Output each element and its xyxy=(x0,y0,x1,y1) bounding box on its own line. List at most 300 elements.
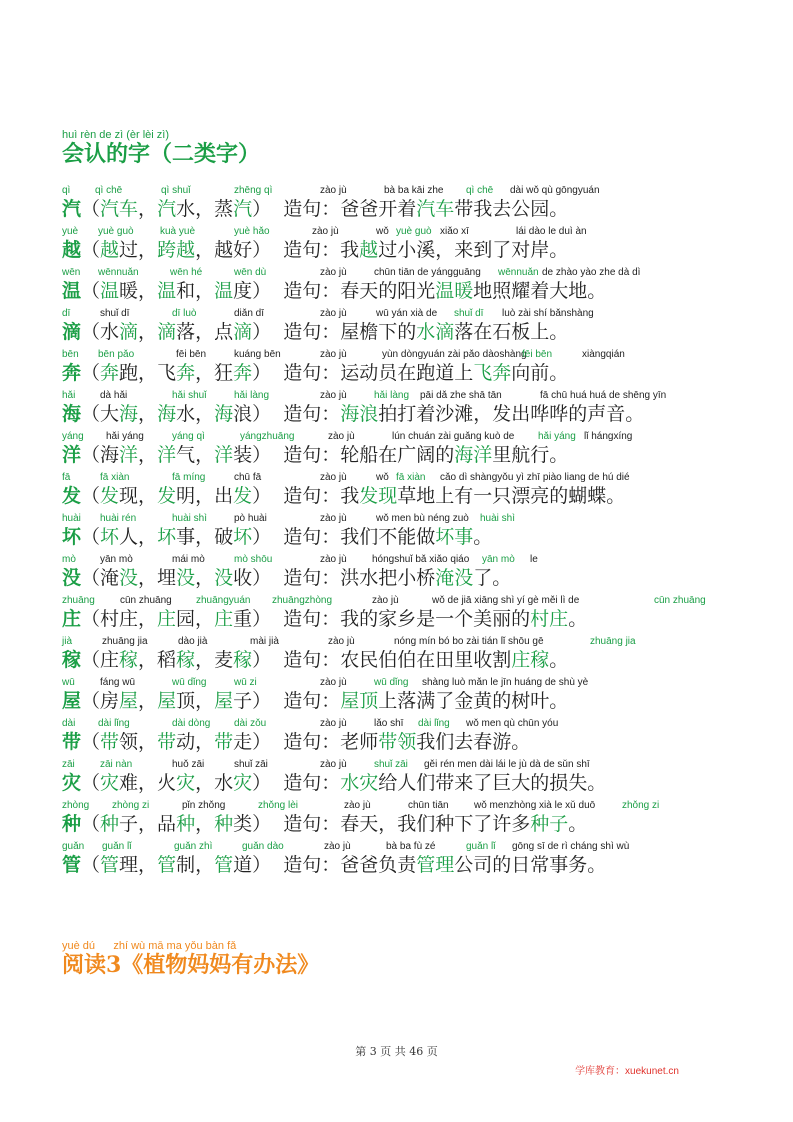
pinyin: zào jù xyxy=(324,841,351,852)
word-row xyxy=(62,800,762,840)
highlight-word: 管 xyxy=(157,854,177,876)
text-segment: 。 xyxy=(568,813,588,835)
word-row xyxy=(62,513,762,553)
highlight-word: 屋 xyxy=(119,690,139,712)
text-segment: ） 造句： xyxy=(252,772,341,794)
pinyin: gōng sī de rì cháng shì wù xyxy=(512,841,630,852)
pinyin: hǎi shuǐ xyxy=(172,390,207,401)
text-segment: 子，品 xyxy=(119,813,177,835)
pinyin: de zhào yào zhe dà dì xyxy=(542,267,641,278)
sentence-line xyxy=(62,484,625,508)
pinyin: zhuāngzhòng xyxy=(272,595,333,606)
pinyin: huài shì xyxy=(480,513,516,524)
text-segment: 领， xyxy=(119,731,158,753)
highlight-word: 水灾 xyxy=(340,772,379,794)
pinyin: zào jù xyxy=(320,349,347,360)
text-segment: 向前。 xyxy=(511,362,569,384)
pinyin: bà ba fù zé xyxy=(386,841,436,852)
text-segment: 和， xyxy=(176,280,215,302)
target-character: 带 xyxy=(62,731,82,753)
pinyin: chūn tiān de yángguāng xyxy=(374,267,481,278)
text-segment: 人， xyxy=(119,526,158,548)
text-segment: 动， xyxy=(176,731,215,753)
highlight-word: 带领 xyxy=(378,731,417,753)
text-segment: 浪） 造句： xyxy=(233,403,341,425)
sentence-line xyxy=(62,238,568,262)
text-segment: 。 xyxy=(549,649,569,671)
sentence-line xyxy=(62,443,568,467)
text-segment: （ xyxy=(81,854,101,876)
text-segment: 暖， xyxy=(119,280,158,302)
text-segment: ， xyxy=(138,403,158,425)
highlight-word: 屋 xyxy=(214,690,234,712)
highlight-word: 坏 xyxy=(157,526,177,548)
text-segment: ， xyxy=(195,813,215,835)
pinyin: lún chuán zài guǎng kuò de xyxy=(392,431,515,442)
text-segment: ） 造句：屋檐下的 xyxy=(252,321,417,343)
text-segment: （ xyxy=(81,239,101,261)
text-segment: ） 造句：我 xyxy=(252,485,360,507)
highlight-word: 海 xyxy=(119,403,139,425)
pinyin: qì shuǐ xyxy=(161,185,191,196)
pinyin: zào jù xyxy=(320,554,347,565)
text-segment: ， xyxy=(138,444,158,466)
text-segment: ，水 xyxy=(195,772,234,794)
page-number: 第 3 页 共 46 页 xyxy=(355,1045,438,1058)
pinyin: qì chē xyxy=(95,185,123,196)
pinyin: guǎn xyxy=(62,841,85,852)
pinyin: zhòng zi xyxy=(112,800,150,811)
word-row xyxy=(62,390,762,430)
pinyin: fā míng xyxy=(172,472,206,483)
text-segment: 草地上有一只漂亮的蝴蝶。 xyxy=(397,485,626,507)
pinyin: wǒ xyxy=(376,226,389,237)
target-character: 奔 xyxy=(62,362,82,384)
pinyin: wēnnuǎn xyxy=(498,267,539,278)
pinyin: yuè xyxy=(62,226,79,237)
highlight-word: 汽车 xyxy=(100,198,139,220)
pinyin: pò huài xyxy=(234,513,267,524)
highlight-word: 没 xyxy=(176,567,196,589)
word-row xyxy=(62,267,762,307)
pinyin: zào jù xyxy=(320,759,347,770)
text-segment: 过， xyxy=(119,239,158,261)
text-segment: ，稻 xyxy=(138,649,177,671)
text-segment: （ xyxy=(81,362,101,384)
word-row xyxy=(62,677,762,717)
pinyin: wǒ men qù chūn yóu xyxy=(466,718,559,729)
sentence-line xyxy=(62,771,606,795)
pinyin: chū fā xyxy=(234,472,262,483)
word-row xyxy=(62,718,762,758)
pinyin: le xyxy=(530,554,538,565)
pinyin: zào jù xyxy=(320,472,347,483)
pinyin: zhǒng zi xyxy=(622,800,660,811)
pinyin: yān mò xyxy=(100,554,133,565)
pinyin: dài zǒu xyxy=(234,718,267,729)
pinyin: fā chū huá huá de shēng yīn xyxy=(540,390,667,401)
word-row xyxy=(62,226,762,266)
pinyin: yáng qì xyxy=(172,431,205,442)
highlight-word: 飞奔 xyxy=(473,362,512,384)
text-segment: （ xyxy=(81,772,101,794)
pinyin: dài xyxy=(62,718,76,729)
highlight-word: 没 xyxy=(119,567,139,589)
sentence-line xyxy=(62,607,587,631)
highlight-word: 管 xyxy=(214,854,234,876)
pinyin: shuǐ zāi xyxy=(374,759,408,770)
text-segment: ，越好） 造句：我 xyxy=(195,239,360,261)
text-segment: ） 造句：爸爸开着 xyxy=(252,198,417,220)
highlight-word: 稼 xyxy=(119,649,139,671)
highlight-word: 没 xyxy=(214,567,234,589)
pinyin: wǒ xyxy=(376,472,389,483)
text-segment: ） 造句：我们不能做 xyxy=(252,526,436,548)
pinyin: shuǐ dī xyxy=(100,308,130,319)
highlight-word: 滴 xyxy=(119,321,139,343)
text-segment: ，狂 xyxy=(195,362,234,384)
highlight-word: 海 xyxy=(214,403,234,425)
word-row xyxy=(62,554,762,594)
sentence-line xyxy=(62,566,511,590)
target-character: 洋 xyxy=(62,444,82,466)
text-segment: 园， xyxy=(176,608,215,630)
sentence-line xyxy=(62,402,644,426)
text-segment: 过小溪，来到了对岸。 xyxy=(378,239,569,261)
sentence-line xyxy=(62,853,606,877)
pinyin: jià xyxy=(62,636,73,647)
text-segment: （ xyxy=(81,731,101,753)
pinyin: yān mò xyxy=(482,554,515,565)
pinyin: zào jù xyxy=(312,226,339,237)
pinyin: zào jù xyxy=(328,431,355,442)
text-segment: 我们去春游。 xyxy=(416,731,531,753)
text-segment: 类） 造句：春天，我们种下了许多 xyxy=(233,813,531,835)
target-character: 发 xyxy=(62,485,82,507)
target-character: 屋 xyxy=(62,690,82,712)
pinyin: mò xyxy=(62,554,76,565)
pinyin: lǎo shī xyxy=(374,718,404,729)
pinyin: zào jù xyxy=(320,185,347,196)
pinyin: kuáng bēn xyxy=(234,349,281,360)
highlight-word: 洋 xyxy=(214,444,234,466)
highlight-word: 带 xyxy=(100,731,120,753)
word-row xyxy=(62,349,762,389)
pinyin: dī xyxy=(62,308,71,319)
pinyin: zhuāng xyxy=(62,595,95,606)
highlight-word: 海 xyxy=(157,403,177,425)
highlight-word: 庄 xyxy=(157,608,177,630)
pinyin: luò zài shí bǎnshàng xyxy=(502,308,594,319)
reading-title-text: 阅读3《植物妈妈有办法》 xyxy=(62,952,320,978)
text-segment: ，麦 xyxy=(195,649,234,671)
pinyin: mò shōu xyxy=(234,554,273,565)
text-segment: ，埋 xyxy=(138,567,177,589)
target-character: 种 xyxy=(62,813,82,835)
pinyin: dài lǐng xyxy=(98,718,130,729)
pinyin: guǎn lǐ xyxy=(102,841,132,852)
pinyin: wǒ menzhòng xià le xǔ duō xyxy=(474,800,596,811)
highlight-word: 海浪 xyxy=(340,403,379,425)
pinyin: fā xiàn xyxy=(100,472,130,483)
sentence-line xyxy=(62,812,587,836)
target-character: 滴 xyxy=(62,321,82,343)
highlight-word: 温暖 xyxy=(435,280,474,302)
text-segment: （大 xyxy=(81,403,120,425)
text-segment: 装） 造句：轮船在广阔的 xyxy=(233,444,455,466)
highlight-word: 种 xyxy=(100,813,120,835)
reading-title-pinyin: yuè dú zhí wù mā ma yǒu bàn fǎ xyxy=(62,940,237,952)
pinyin: yuè hǎo xyxy=(234,226,270,237)
sentence-line xyxy=(62,361,568,385)
text-segment: 顶， xyxy=(176,690,215,712)
target-character: 海 xyxy=(62,403,82,425)
pinyin: dài lǐng xyxy=(418,718,450,729)
pinyin: bēn xyxy=(62,349,79,360)
text-segment: 气， xyxy=(176,444,215,466)
pinyin: zhǒng lèi xyxy=(258,800,299,811)
pinyin: hǎi làng xyxy=(374,390,410,401)
pinyin: chūn tiān xyxy=(408,800,449,811)
highlight-word: 洋 xyxy=(119,444,139,466)
target-character: 庄 xyxy=(62,608,82,630)
pinyin: yuè guò xyxy=(98,226,134,237)
highlight-word: 跨越 xyxy=(157,239,196,261)
text-segment: 里航行。 xyxy=(492,444,569,466)
text-segment: 水， xyxy=(176,403,215,425)
text-segment: （淹 xyxy=(81,567,120,589)
text-segment: 公司的日常事务。 xyxy=(454,854,607,876)
pinyin: zhuāng jia xyxy=(102,636,148,647)
highlight-word: 灾 xyxy=(100,772,120,794)
text-segment: 拍打着沙滩，发出哗哗的声音。 xyxy=(378,403,645,425)
highlight-word: 屋 xyxy=(157,690,177,712)
text-segment: （房 xyxy=(81,690,120,712)
section-title-text: 会认的字（二类字） xyxy=(62,141,261,167)
text-segment: 地照耀着大地。 xyxy=(473,280,607,302)
pinyin: cǎo dì shàngyǒu yì zhī piào liang de hú dié xyxy=(440,472,630,483)
pinyin: zào jù xyxy=(320,677,347,688)
pinyin: cūn zhuāng xyxy=(120,595,172,606)
pinyin: hǎi xyxy=(62,390,76,401)
sentence-line xyxy=(62,320,568,344)
pinyin: shuǐ zāi xyxy=(234,759,268,770)
target-character: 管 xyxy=(62,854,82,876)
pinyin: zāi xyxy=(62,759,75,770)
text-segment: 制， xyxy=(176,854,215,876)
text-segment: （ xyxy=(81,280,101,302)
pinyin: zào jù xyxy=(344,800,371,811)
pinyin: mái mò xyxy=(172,554,205,565)
pinyin: yáng xyxy=(62,431,84,442)
pinyin: bēn pǎo xyxy=(98,349,135,360)
text-segment: 理， xyxy=(119,854,158,876)
text-segment: 度） 造句：春天的阳光 xyxy=(233,280,436,302)
text-segment: （ xyxy=(81,813,101,835)
pinyin: shuǐ dī xyxy=(454,308,484,319)
pinyin: fēi bēn xyxy=(176,349,207,360)
word-row xyxy=(62,759,762,799)
highlight-word: 种 xyxy=(214,813,234,835)
word-row xyxy=(62,185,762,225)
highlight-word: 发 xyxy=(157,485,177,507)
pinyin: wū xyxy=(62,677,75,688)
watermark: 学库教育：xuekunet.cn xyxy=(575,1066,679,1077)
highlight-word: 坏 xyxy=(100,526,120,548)
pinyin: pǐn zhǒng xyxy=(182,800,226,811)
highlight-word: 温 xyxy=(157,280,177,302)
highlight-word: 带 xyxy=(214,731,234,753)
pinyin: bà ba kāi zhe xyxy=(384,185,444,196)
pinyin: fáng wū xyxy=(100,677,136,688)
text-segment: 重） 造句：我的家乡是一个美丽的 xyxy=(233,608,531,630)
text-segment: 现， xyxy=(119,485,158,507)
text-segment: 蒸 xyxy=(214,198,234,220)
pinyin: qì chē xyxy=(466,185,494,196)
pinyin: wū zi xyxy=(234,677,257,688)
highlight-word: 汽 xyxy=(233,198,253,220)
highlight-word: 坏 xyxy=(233,526,253,548)
text-segment: ， xyxy=(138,198,158,220)
pinyin: yùn dòngyuán zài pǎo dàoshàng xyxy=(382,349,527,360)
pinyin: mài jià xyxy=(250,636,279,647)
pinyin: zhòng xyxy=(62,800,90,811)
text-segment: 落，点 xyxy=(176,321,234,343)
text-segment: （庄 xyxy=(81,649,120,671)
highlight-word: 灾 xyxy=(233,772,253,794)
text-segment: 落在石板上。 xyxy=(454,321,569,343)
pinyin: dài wǒ qù gōngyuán xyxy=(510,185,600,196)
pinyin: huǒ zāi xyxy=(172,759,205,770)
highlight-word: 奔 xyxy=(233,362,253,384)
pinyin: guǎn lǐ xyxy=(466,841,496,852)
highlight-word: 越 xyxy=(359,239,379,261)
target-character: 温 xyxy=(62,280,82,302)
pinyin: fā xiàn xyxy=(396,472,426,483)
highlight-word: 汽车 xyxy=(416,198,455,220)
pinyin: lái dào le duì àn xyxy=(516,226,587,237)
pinyin: xiǎo xī xyxy=(440,226,469,237)
pinyin: zào jù xyxy=(372,595,399,606)
highlight-word: 发 xyxy=(233,485,253,507)
text-segment: ） 造句：运动员在跑道上 xyxy=(252,362,474,384)
sentence-line xyxy=(62,689,568,713)
sentence-line xyxy=(62,525,492,549)
highlight-word: 越 xyxy=(100,239,120,261)
pinyin: huài xyxy=(62,513,81,524)
pinyin: hǎi làng xyxy=(234,390,270,401)
highlight-word: 水滴 xyxy=(416,321,455,343)
text-segment: 道） 造句：爸爸负责 xyxy=(233,854,417,876)
pinyin: hǎi yáng xyxy=(106,431,144,442)
word-row xyxy=(62,472,762,512)
pinyin: dài dòng xyxy=(172,718,211,729)
pinyin: wǒ de jiā xiāng shì yí gè měi lì de xyxy=(432,595,580,606)
pinyin: yuè guò xyxy=(396,226,432,237)
pinyin: lǐ hángxíng xyxy=(584,431,633,442)
highlight-word: 种子 xyxy=(530,813,569,835)
pinyin: dà hǎi xyxy=(100,390,128,401)
highlight-word: 奔 xyxy=(100,362,120,384)
pinyin: qì xyxy=(62,185,71,196)
pinyin: huài rén xyxy=(100,513,137,524)
pinyin: hǎi yáng xyxy=(538,431,576,442)
sentence-line xyxy=(62,648,568,672)
pinyin: zào jù xyxy=(328,636,355,647)
text-segment: ， xyxy=(195,567,215,589)
highlight-word: 稼 xyxy=(233,649,253,671)
pinyin: zhēng qì xyxy=(234,185,273,196)
pinyin: zào jù xyxy=(320,308,347,319)
text-segment: ， xyxy=(138,690,158,712)
target-character: 灾 xyxy=(62,772,82,794)
pinyin: xiàngqián xyxy=(582,349,625,360)
highlight-word: 带 xyxy=(157,731,177,753)
section-title-pinyin: huì rèn de zì (èr lèi zì) xyxy=(62,129,169,141)
pinyin: fēi bēn xyxy=(522,349,553,360)
highlight-word: 庄稼 xyxy=(511,649,550,671)
pinyin: shàng luò mǎn le jīn huáng de shù yè xyxy=(422,677,589,688)
pinyin: wēn dù xyxy=(234,267,267,278)
target-character: 稼 xyxy=(62,649,82,671)
highlight-word: 海洋 xyxy=(454,444,493,466)
highlight-word: 洋 xyxy=(157,444,177,466)
pinyin: wū dǐng xyxy=(374,677,409,688)
highlight-word: 管理 xyxy=(416,854,455,876)
text-segment: 水， xyxy=(176,198,215,220)
sentence-line xyxy=(62,730,530,754)
word-row xyxy=(62,431,762,471)
pinyin: gěi rén men dài lái le jù dà de sǔn shī xyxy=(424,759,590,770)
highlight-word: 奔 xyxy=(176,362,196,384)
pinyin: zào jù xyxy=(320,718,347,729)
highlight-word: 稼 xyxy=(176,649,196,671)
text-segment: ） 造句：农民伯伯在田里收割 xyxy=(252,649,512,671)
highlight-word: 温 xyxy=(214,280,234,302)
target-character: 越 xyxy=(62,239,82,261)
pinyin: yángzhuāng xyxy=(240,431,295,442)
pinyin: wǒ men bù néng zuò xyxy=(376,513,469,524)
pinyin: wū yán xià de xyxy=(376,308,438,319)
pinyin: kuà yuè xyxy=(160,226,196,237)
highlight-word: 种 xyxy=(176,813,196,835)
pinyin: fā xyxy=(62,472,71,483)
word-row xyxy=(62,595,762,635)
pinyin: wēnnuǎn xyxy=(98,267,139,278)
pinyin: zāi nàn xyxy=(100,759,133,770)
pinyin: guǎn dào xyxy=(242,841,284,852)
pinyin: zào jù xyxy=(320,267,347,278)
pinyin: wēn hé xyxy=(170,267,203,278)
text-segment: （ xyxy=(81,526,101,548)
section-title-reading xyxy=(62,940,319,977)
pinyin: zào jù xyxy=(320,390,347,401)
pinyin: diǎn dī xyxy=(234,308,265,319)
text-segment: 给人们带来了巨大的损失。 xyxy=(378,772,607,794)
pinyin: zhuāng jia xyxy=(590,636,636,647)
pinyin: wū dǐng xyxy=(172,677,207,688)
pinyin: hóngshuǐ bǎ xiǎo qiáo xyxy=(372,554,470,565)
highlight-word: 村庄 xyxy=(530,608,569,630)
text-segment: （ xyxy=(81,198,101,220)
text-segment: 了。 xyxy=(473,567,512,589)
target-character: 没 xyxy=(62,567,82,589)
text-segment: （村庄， xyxy=(81,608,158,630)
text-segment: 带我去公园。 xyxy=(454,198,569,220)
pinyin: huài shì xyxy=(172,513,208,524)
text-segment: 明，出 xyxy=(176,485,234,507)
pinyin: wēn xyxy=(62,267,81,278)
